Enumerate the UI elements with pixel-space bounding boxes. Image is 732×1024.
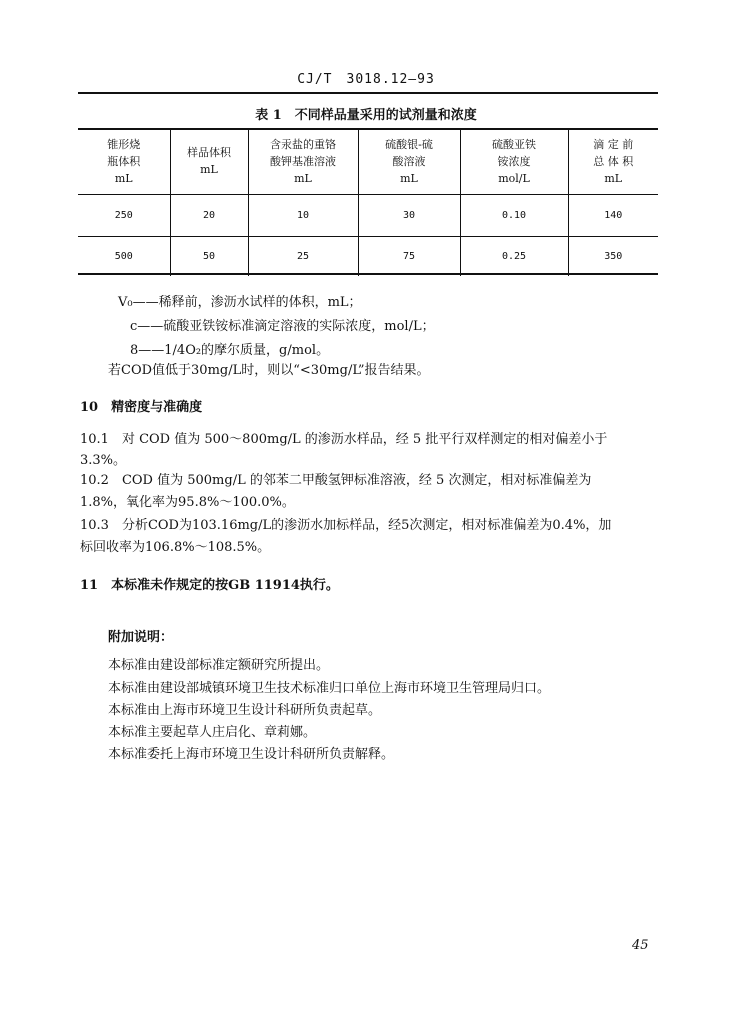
document-code-header: CJ/T 3018.12—93 (297, 72, 435, 87)
note-v0: V₀——稀释前，渗沥水试样的体积，mL； (118, 295, 362, 310)
col-header-flask-volume: 锥形烧 瓶体积 mL (78, 128, 170, 195)
table-cell: 30 (358, 195, 460, 237)
appendix-line: 本标准由建设部标准定额研究所提出。 (108, 658, 330, 673)
para-10-2-line1: 10.2 COD 值为 500mg/L 的邻苯二甲酸氢钾标准溶液，经 5 次测定，相对标准偏差为 (80, 473, 592, 488)
note-molar-mass: 8——1/4O₂的摩尔质量，g/mol。 (130, 343, 330, 358)
table-cell: 350 (568, 237, 658, 277)
reagent-table (78, 128, 658, 276)
table-caption: 表 1 不同样品量采用的试剂量和浓度 (255, 108, 477, 123)
table-header-row (78, 128, 658, 195)
note-c: c——硫酸亚铁铵标准滴定溶液的实际浓度，mol/L； (130, 319, 435, 334)
col-header-dichromate-solution: 含汞盐的重铬 酸钾基准溶液 mL (248, 128, 358, 195)
section-11-title: 11 本标准未作规定的按GB 11914执行。 (80, 578, 339, 593)
table-cell: 75 (358, 237, 460, 277)
appendix-line: 本标准由建设部城镇环境卫生技术标准归口单位上海市环境卫生管理局归口。 (108, 681, 551, 696)
table-cell: 0.10 (460, 195, 568, 237)
page-number: 45 (632, 938, 649, 953)
table-cell: 20 (170, 195, 248, 237)
appendix-line: 本标准由上海市环境卫生设计科研所负责起草。 (108, 703, 382, 718)
col-header-ferrous-ammonium-conc: 硫酸亚铁 铵浓度 mol/L (460, 128, 568, 195)
table-cell: 0.25 (460, 237, 568, 277)
table-cell: 500 (114, 251, 133, 262)
appendix-title: 附加说明： (108, 630, 174, 645)
para-10-1-line2: 3.3%。 (80, 453, 127, 468)
table-bottom-rule (78, 273, 658, 275)
para-10-2-line2: 1.8%，氧化率为95.8%～100.0%。 (80, 495, 295, 510)
section-10-title: 10 精密度与准确度 (80, 400, 203, 415)
note-low-cod: 若COD值低于30mg/L时，则以“<30mg/L”报告结果。 (108, 363, 430, 378)
header-rule (78, 92, 658, 94)
col-header-sample-volume: 样品体积 mL (170, 128, 248, 195)
appendix-line: 本标准委托上海市环境卫生设计科研所负责解释。 (108, 747, 395, 762)
table-cell: 10 (248, 195, 358, 237)
col-header-total-volume: 滴 定 前 总 体 积 mL (568, 128, 658, 195)
table-cell: 250 (78, 195, 170, 237)
table-row (78, 237, 658, 277)
table-cell: 140 (568, 195, 658, 237)
table-row (78, 195, 658, 237)
col-header-silver-sulfate-acid: 硫酸银-硫 酸溶液 mL (358, 128, 460, 195)
appendix-line: 本标准主要起草人庄启化、章莉娜。 (108, 725, 317, 740)
para-10-3-line1: 10.3 分析COD为103.16mg/L的渗沥水加标样品，经5次测定，相对标准偏差为0.4%，加 (80, 518, 612, 533)
para-10-1-line1: 10.1 对 COD 值为 500～800mg/L 的渗沥水样品，经 5 批平行双样测定的相对偏差小于 (80, 432, 608, 447)
para-10-3-line2: 标回收率为106.8%～108.5%。 (80, 540, 271, 555)
table-cell: 50 (170, 237, 248, 277)
table-cell: 25 (248, 237, 358, 277)
